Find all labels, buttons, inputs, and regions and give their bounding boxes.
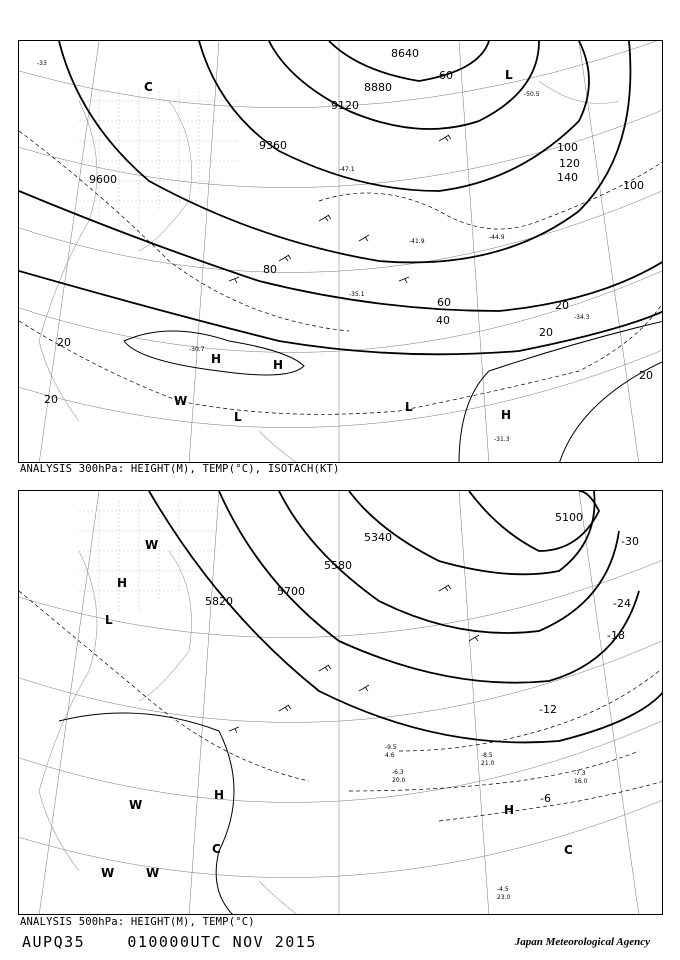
- station-temp: -4.5: [497, 886, 509, 893]
- station-temp: -8.5: [481, 752, 493, 759]
- isotach-label: 140: [557, 171, 578, 184]
- isotach-label: 20: [555, 299, 569, 312]
- station-temp: -9.5: [385, 744, 397, 751]
- temp-value: -41.9: [409, 238, 425, 245]
- isotach-label: 40: [436, 314, 450, 327]
- map-300hpa: [19, 41, 663, 463]
- isotach-label: 100: [557, 141, 578, 154]
- temperature-values: [37, 60, 590, 443]
- cold-marker: C: [144, 80, 153, 94]
- height-label: 5100: [555, 511, 583, 524]
- isotachs: [124, 321, 663, 463]
- height-label: 5700: [277, 585, 305, 598]
- temp-value: -44.9: [489, 234, 505, 241]
- isotach-label: 60: [437, 296, 451, 309]
- station-temp: -7.3: [574, 770, 586, 777]
- ridge-line: [59, 713, 234, 915]
- isotherm-label: -12: [539, 703, 557, 716]
- agency-name: Japan Meteorological Agency: [514, 936, 650, 948]
- caption-300hpa: ANALYSIS 300hPa: HEIGHT(M), TEMP(°C), ISOTACH(KT): [20, 463, 340, 475]
- isotach-label: 20: [44, 393, 58, 406]
- isotherm-label: -18: [607, 629, 625, 642]
- height-label: 9120: [331, 99, 359, 112]
- height-contours: [149, 491, 663, 742]
- chart-500hpa: [18, 490, 663, 915]
- chart-300hpa: [18, 40, 663, 463]
- isotach-label: 20: [57, 336, 71, 349]
- cold-marker: C: [212, 842, 221, 856]
- chart-identifier: [22, 933, 317, 951]
- low-marker: L: [234, 410, 242, 424]
- temp-value: -34.3: [574, 314, 590, 321]
- wind-barbs: [229, 585, 479, 733]
- wind-barbs: [229, 135, 451, 283]
- isotach-label: 120: [559, 157, 580, 170]
- isotach-label: 60: [439, 69, 453, 82]
- chart-code: AUPQ35: [22, 933, 86, 951]
- high-marker: H: [214, 788, 225, 802]
- isotherm-label: -30: [621, 535, 639, 548]
- height-label: 5820: [205, 595, 233, 608]
- high-marker: H: [273, 358, 284, 372]
- station-temp: -6.3: [392, 769, 404, 776]
- warm-marker: W: [145, 538, 159, 552]
- analysis-time: 010000UTC NOV 2015: [127, 933, 317, 951]
- temp-value: -31.3: [494, 436, 510, 443]
- coastlines: [39, 551, 299, 915]
- height-label: 8640: [391, 47, 419, 60]
- station-dewpoint: 4.6: [385, 752, 395, 759]
- isotherm-label: -6: [540, 792, 551, 805]
- height-labels: [205, 511, 583, 608]
- high-marker: H: [211, 352, 222, 366]
- low-marker: L: [505, 68, 513, 82]
- warm-marker: W: [174, 394, 188, 408]
- high-marker: H: [117, 576, 128, 590]
- station-dewpoint: 21.0: [481, 760, 495, 767]
- low-marker: L: [105, 613, 113, 627]
- height-label: 5340: [364, 531, 392, 544]
- temp-value: -30.7: [189, 346, 205, 353]
- temp-value: -33: [37, 60, 47, 67]
- map-500hpa: [19, 491, 663, 915]
- low-marker: L: [405, 400, 413, 414]
- isotherms: [19, 591, 663, 821]
- caption-500hpa: ANALYSIS 500hPa: HEIGHT(M), TEMP(°C): [20, 916, 255, 928]
- isotach-label: 20: [539, 326, 553, 339]
- coastlines: [39, 81, 619, 463]
- isotach-label: 100: [623, 179, 644, 192]
- pressure-systems: [101, 538, 573, 880]
- height-label: 8880: [364, 81, 392, 94]
- height-label: 5580: [324, 559, 352, 572]
- station-dewpoint: 20.0: [392, 777, 406, 784]
- station-dewpoint: 23.0: [497, 894, 511, 901]
- pressure-systems: [144, 68, 513, 424]
- high-marker: H: [504, 803, 515, 817]
- grid-hatching: [79, 501, 219, 611]
- grid-hatching: [79, 91, 239, 221]
- isotherm-label: -24: [613, 597, 631, 610]
- temp-value: -50.5: [524, 91, 540, 98]
- height-label: 9600: [89, 173, 117, 186]
- station-dewpoint: 16.0: [574, 778, 588, 785]
- isotach-label: 20: [639, 369, 653, 382]
- warm-marker: W: [101, 866, 115, 880]
- cold-marker: C: [564, 843, 573, 857]
- temp-value: -47.1: [339, 166, 355, 173]
- warm-marker: W: [146, 866, 160, 880]
- isotach-label: 80: [263, 263, 277, 276]
- temp-value: -35.1: [349, 291, 365, 298]
- warm-marker: W: [129, 798, 143, 812]
- height-label: 9360: [259, 139, 287, 152]
- high-marker: H: [501, 408, 512, 422]
